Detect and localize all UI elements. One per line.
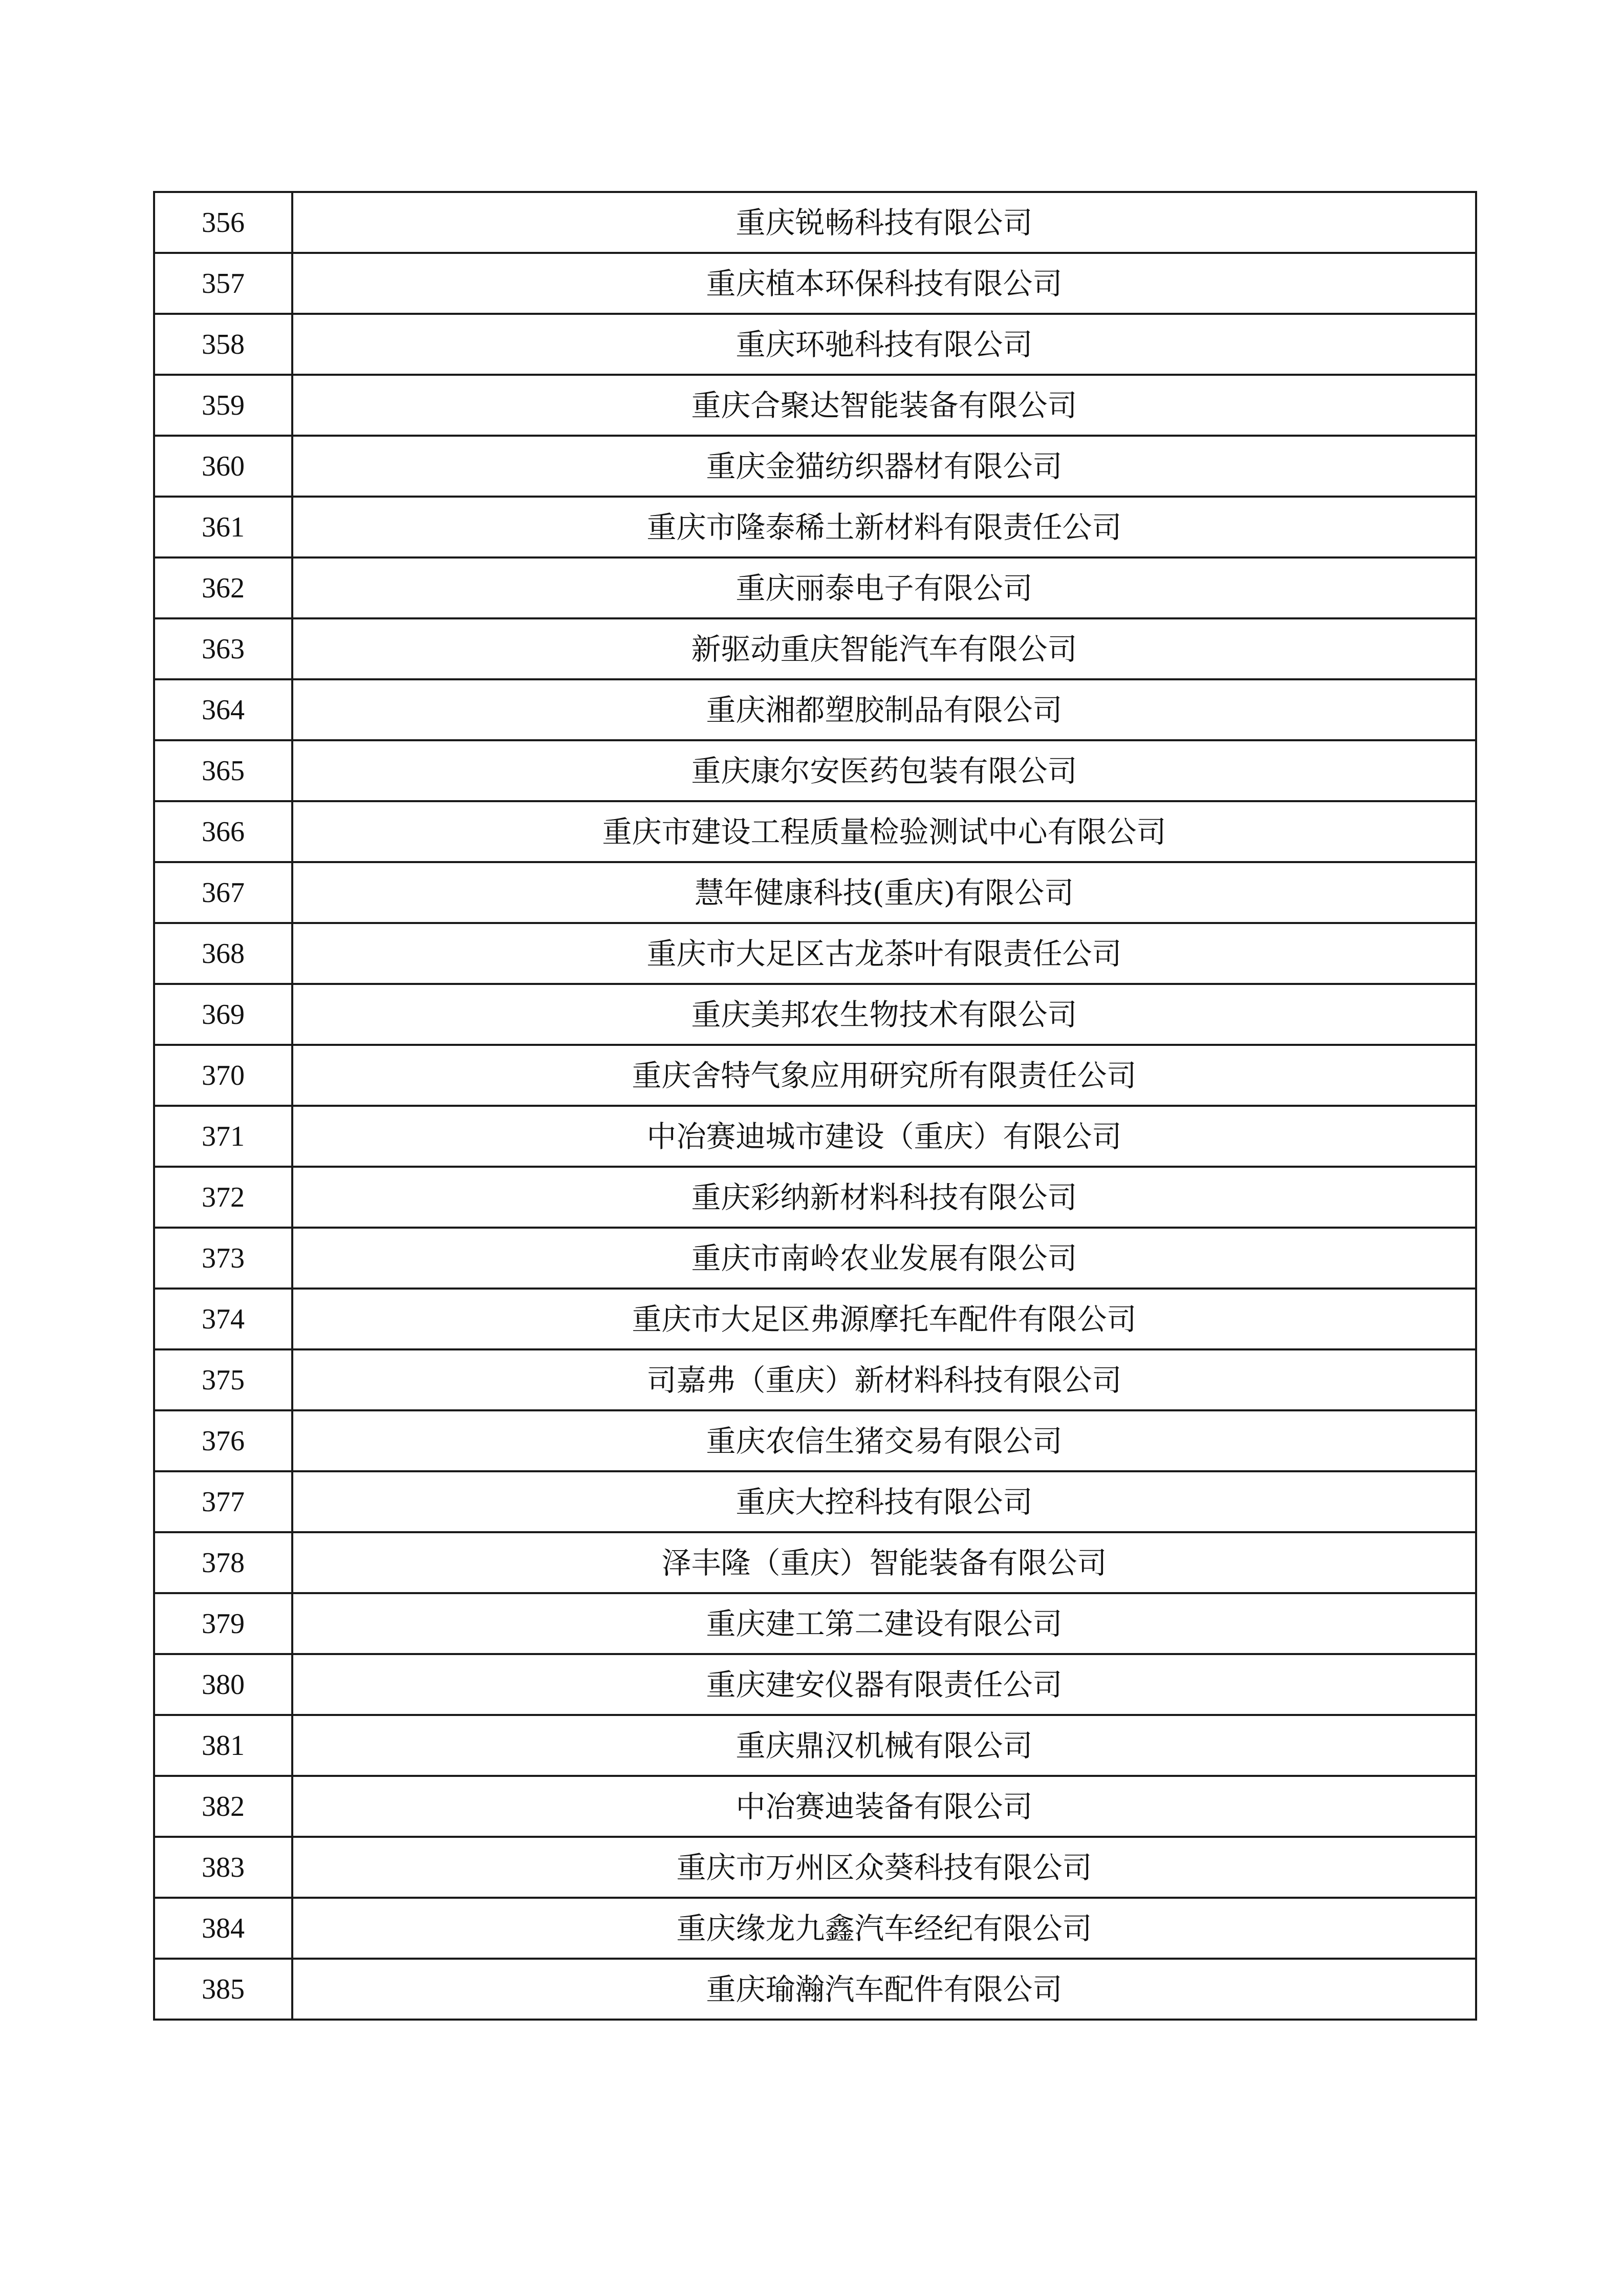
company-name-cell: 慧年健康科技(重庆)有限公司 xyxy=(292,862,1476,923)
row-number-cell: 357 xyxy=(154,253,292,314)
company-name-cell: 重庆市隆泰稀土新材料有限责任公司 xyxy=(292,497,1476,557)
table-row xyxy=(154,1593,1476,1654)
table-row xyxy=(154,740,1476,801)
table-row xyxy=(154,375,1476,436)
table-row xyxy=(154,1289,1476,1349)
row-number-cell: 362 xyxy=(154,557,292,618)
row-number-cell: 374 xyxy=(154,1289,292,1349)
company-name-cell: 新驱动重庆智能汽车有限公司 xyxy=(292,618,1476,679)
company-name-cell: 重庆瑜瀚汽车配件有限公司 xyxy=(292,1959,1476,2020)
row-number-cell: 385 xyxy=(154,1959,292,2020)
company-name-cell: 重庆市大足区弗源摩托车配件有限公司 xyxy=(292,1289,1476,1349)
table-row xyxy=(154,1106,1476,1167)
row-number-cell: 360 xyxy=(154,436,292,497)
table-row xyxy=(154,1715,1476,1776)
company-name-cell: 重庆植本环保科技有限公司 xyxy=(292,253,1476,314)
company-name-cell: 重庆建工第二建设有限公司 xyxy=(292,1593,1476,1654)
company-name-cell: 重庆金猫纺织器材有限公司 xyxy=(292,436,1476,497)
company-name-cell: 重庆市大足区古龙茶叶有限责任公司 xyxy=(292,923,1476,984)
company-name-cell: 重庆市万州区众葵科技有限公司 xyxy=(292,1837,1476,1898)
table-row xyxy=(154,984,1476,1045)
table-row xyxy=(154,618,1476,679)
table-row xyxy=(154,1959,1476,2020)
row-number-cell: 364 xyxy=(154,679,292,740)
table-row xyxy=(154,1471,1476,1532)
table-row xyxy=(154,1654,1476,1715)
company-name-cell: 重庆湘都塑胶制品有限公司 xyxy=(292,679,1476,740)
row-number-cell: 363 xyxy=(154,618,292,679)
row-number-cell: 361 xyxy=(154,497,292,557)
row-number-cell: 369 xyxy=(154,984,292,1045)
row-number-cell: 384 xyxy=(154,1898,292,1959)
row-number-cell: 382 xyxy=(154,1776,292,1837)
table-row xyxy=(154,1837,1476,1898)
row-number-cell: 376 xyxy=(154,1410,292,1471)
company-name-cell: 重庆康尔安医药包装有限公司 xyxy=(292,740,1476,801)
company-name-cell: 重庆丽泰电子有限公司 xyxy=(292,557,1476,618)
row-number-cell: 377 xyxy=(154,1471,292,1532)
row-number-cell: 367 xyxy=(154,862,292,923)
company-name-cell: 重庆舍特气象应用研究所有限责任公司 xyxy=(292,1045,1476,1106)
row-number-cell: 370 xyxy=(154,1045,292,1106)
table-row xyxy=(154,1228,1476,1289)
company-name-cell: 中冶赛迪城市建设（重庆）有限公司 xyxy=(292,1106,1476,1167)
company-list-body xyxy=(154,192,1476,2020)
company-name-cell: 重庆市建设工程质量检验测试中心有限公司 xyxy=(292,801,1476,862)
table-row xyxy=(154,1045,1476,1106)
table-row xyxy=(154,497,1476,557)
table-row xyxy=(154,801,1476,862)
table-row xyxy=(154,253,1476,314)
company-name-cell: 重庆大控科技有限公司 xyxy=(292,1471,1476,1532)
company-name-cell: 重庆农信生猪交易有限公司 xyxy=(292,1410,1476,1471)
company-name-cell: 重庆彩纳新材料科技有限公司 xyxy=(292,1167,1476,1228)
row-number-cell: 372 xyxy=(154,1167,292,1228)
row-number-cell: 359 xyxy=(154,375,292,436)
table-row xyxy=(154,1349,1476,1410)
row-number-cell: 378 xyxy=(154,1532,292,1593)
row-number-cell: 373 xyxy=(154,1228,292,1289)
table-row xyxy=(154,862,1476,923)
row-number-cell: 356 xyxy=(154,192,292,253)
row-number-cell: 380 xyxy=(154,1654,292,1715)
company-name-cell: 重庆锐畅科技有限公司 xyxy=(292,192,1476,253)
row-number-cell: 366 xyxy=(154,801,292,862)
company-name-cell: 重庆美邦农生物技术有限公司 xyxy=(292,984,1476,1045)
table-row xyxy=(154,192,1476,253)
table-row xyxy=(154,1776,1476,1837)
company-name-cell: 重庆建安仪器有限责任公司 xyxy=(292,1654,1476,1715)
row-number-cell: 368 xyxy=(154,923,292,984)
company-name-cell: 中冶赛迪装备有限公司 xyxy=(292,1776,1476,1837)
company-list-table xyxy=(153,191,1477,2021)
table-row xyxy=(154,1898,1476,1959)
company-name-cell: 重庆合聚达智能装备有限公司 xyxy=(292,375,1476,436)
row-number-cell: 365 xyxy=(154,740,292,801)
company-name-cell: 泽丰隆（重庆）智能装备有限公司 xyxy=(292,1532,1476,1593)
table-row xyxy=(154,923,1476,984)
table-row xyxy=(154,1532,1476,1593)
company-name-cell: 司嘉弗（重庆）新材料科技有限公司 xyxy=(292,1349,1476,1410)
row-number-cell: 371 xyxy=(154,1106,292,1167)
company-name-cell: 重庆市南岭农业发展有限公司 xyxy=(292,1228,1476,1289)
row-number-cell: 375 xyxy=(154,1349,292,1410)
row-number-cell: 379 xyxy=(154,1593,292,1654)
row-number-cell: 381 xyxy=(154,1715,292,1776)
table-row xyxy=(154,1410,1476,1471)
table-row xyxy=(154,1167,1476,1228)
row-number-cell: 358 xyxy=(154,314,292,375)
table-row xyxy=(154,679,1476,740)
company-name-cell: 重庆鼎汉机械有限公司 xyxy=(292,1715,1476,1776)
row-number-cell: 383 xyxy=(154,1837,292,1898)
company-name-cell: 重庆环驰科技有限公司 xyxy=(292,314,1476,375)
table-row xyxy=(154,314,1476,375)
table-row xyxy=(154,436,1476,497)
table-row xyxy=(154,557,1476,618)
company-name-cell: 重庆缘龙九鑫汽车经纪有限公司 xyxy=(292,1898,1476,1959)
